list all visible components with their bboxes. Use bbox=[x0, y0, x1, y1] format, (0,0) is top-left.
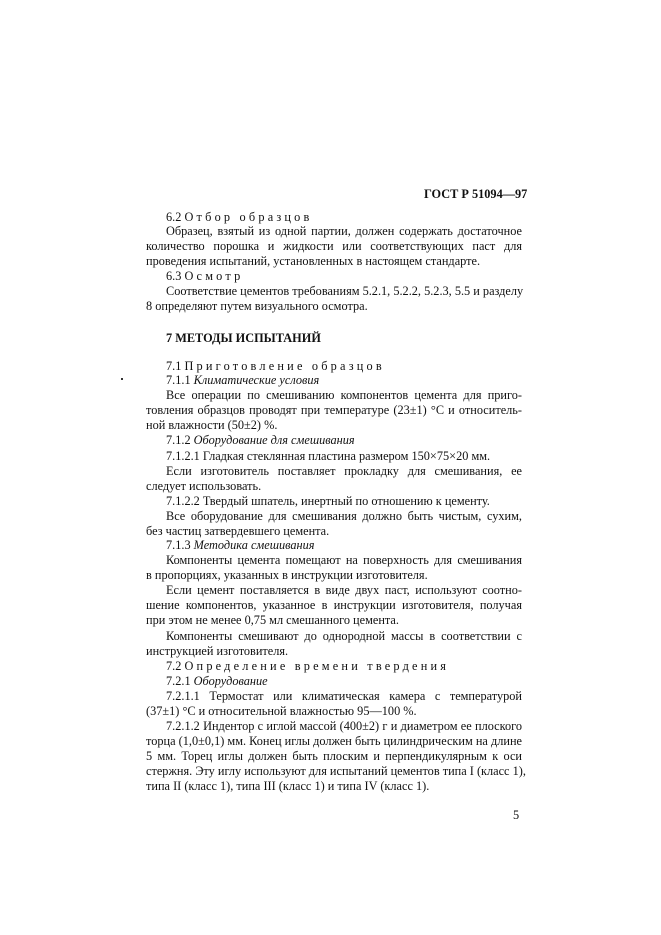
paragraph-line: при этом не менее 0,75 мл смешанного цемента. bbox=[146, 613, 399, 627]
heading-6-3 bbox=[166, 269, 522, 284]
heading-7-1-1-title: Климатические условия bbox=[193, 373, 320, 387]
heading-7-1-3 bbox=[166, 538, 522, 553]
paragraph-line: следует использовать. bbox=[146, 479, 262, 493]
heading-7-1-1 bbox=[166, 373, 522, 388]
paragraph-line: проведения испытаний, установленных в настоящем стандарте. bbox=[146, 254, 481, 268]
paragraph-line: ной влажности (50±2) %. bbox=[146, 418, 278, 432]
heading-6-2-title: Отбор образцов bbox=[184, 210, 313, 224]
paragraph-line: 5 мм. Торец иглы должен быть плоским и перпендикулярным к оси bbox=[146, 749, 522, 763]
section-7-title: 7 МЕТОДЫ ИСПЫТАНИЙ bbox=[166, 331, 321, 345]
heading-7-1-2 bbox=[166, 433, 522, 448]
paragraph-line: в пропорциях, указанных в инструкции изготовителя. bbox=[146, 568, 428, 582]
paragraph-line: Если изготовитель поставляет прокладку для смешивания, ее bbox=[166, 464, 522, 478]
heading-6-2-number: 6.2 bbox=[166, 210, 182, 224]
heading-7-1-2-title: Оборудование для смешивания bbox=[193, 433, 355, 447]
heading-7-1-3-number: 7.1.3 bbox=[166, 538, 191, 552]
paragraph-line: 7.2.1.1 Термостат или климатическая камера с температурой bbox=[166, 689, 522, 703]
heading-6-3-title: Осмотр bbox=[184, 269, 244, 283]
heading-7-2-number: 7.2 bbox=[166, 659, 182, 673]
paragraph-line: Образец, взятый из одной партии, должен содержать достаточное bbox=[166, 224, 522, 238]
heading-7-1-3-title: Методика смешивания bbox=[193, 538, 315, 552]
paragraph-line: Все операции по смешиванию компонентов цемента для приго- bbox=[166, 388, 522, 402]
paragraph-line: 7.1.2.2 Твердый шпатель, инертный по отношению к цементу. bbox=[166, 494, 490, 508]
scan-speck bbox=[121, 378, 123, 380]
paragraph-line: инструкцией изготовителя. bbox=[146, 644, 289, 658]
paragraph-line: шение компонентов, указанное в инструкции изготовителя, получая bbox=[146, 598, 522, 612]
paragraph-line: типа II (класс 1), типа III (класс 1) и типа IV (класс 1). bbox=[146, 779, 430, 793]
paragraph-line: Соответствие цементов требованиям 5.2.1, 5.2.2, 5.2.3, 5.5 и разделу bbox=[166, 284, 524, 298]
heading-7-2-1-number: 7.2.1 bbox=[166, 674, 191, 688]
heading-7-2-title: Определение времени твердения bbox=[184, 659, 450, 673]
paragraph-line: стержня. Эту иглу используют для испытаний цементов типа I (класс 1), bbox=[146, 764, 526, 778]
page-number: 5 bbox=[513, 808, 520, 822]
heading-7-1-number: 7.1 bbox=[166, 359, 182, 373]
heading-6-2 bbox=[166, 210, 522, 225]
paragraph-line: товления образцов проводят при температуре (23±1) °С и относитель- bbox=[146, 403, 522, 417]
heading-7-2-1 bbox=[166, 674, 522, 689]
paragraph-line: Компоненты смешивают до однородной массы в соответствии с bbox=[166, 629, 522, 643]
paragraph-line: без частиц затвердевшего цемента. bbox=[146, 524, 330, 538]
paragraph-line: количество порошка и жидкости или соответствующих паст для bbox=[146, 239, 522, 253]
paragraph-line: Если цемент поставляется в виде двух паст, используют соотно- bbox=[166, 583, 522, 597]
paragraph-line: 8 определяют путем визуального осмотра. bbox=[146, 299, 368, 313]
heading-7-1 bbox=[166, 359, 522, 374]
heading-7-1-1-number: 7.1.1 bbox=[166, 373, 191, 387]
paragraph-line: 7.1.2.1 Гладкая стеклянная пластина размером 150×75×20 мм. bbox=[166, 449, 491, 463]
paragraph-line: 7.2.1.2 Индентор с иглой массой (400±2) г и диаметром ее плоского bbox=[166, 719, 522, 733]
paragraph-line: Компоненты цемента помещают на поверхность для смешивания bbox=[166, 553, 522, 567]
heading-7-2-1-title: Оборудование bbox=[193, 674, 268, 688]
paragraph-line: Все оборудование для смешивания должно быть чистым, сухим, bbox=[166, 509, 522, 523]
paragraph-line: (37±1) °С и относительной влажностью 95—100 %. bbox=[146, 704, 417, 718]
heading-7-2 bbox=[166, 659, 522, 674]
heading-6-3-number: 6.3 bbox=[166, 269, 182, 283]
paragraph-line: торца (1,0±0,1) мм. Конец иглы должен быть цилиндрическим на длине bbox=[146, 734, 522, 748]
heading-7-1-2-number: 7.1.2 bbox=[166, 433, 191, 447]
document-code: ГОСТ Р 51094—97 bbox=[424, 187, 528, 201]
heading-7-1-title: Приготовление образцов bbox=[184, 359, 385, 373]
